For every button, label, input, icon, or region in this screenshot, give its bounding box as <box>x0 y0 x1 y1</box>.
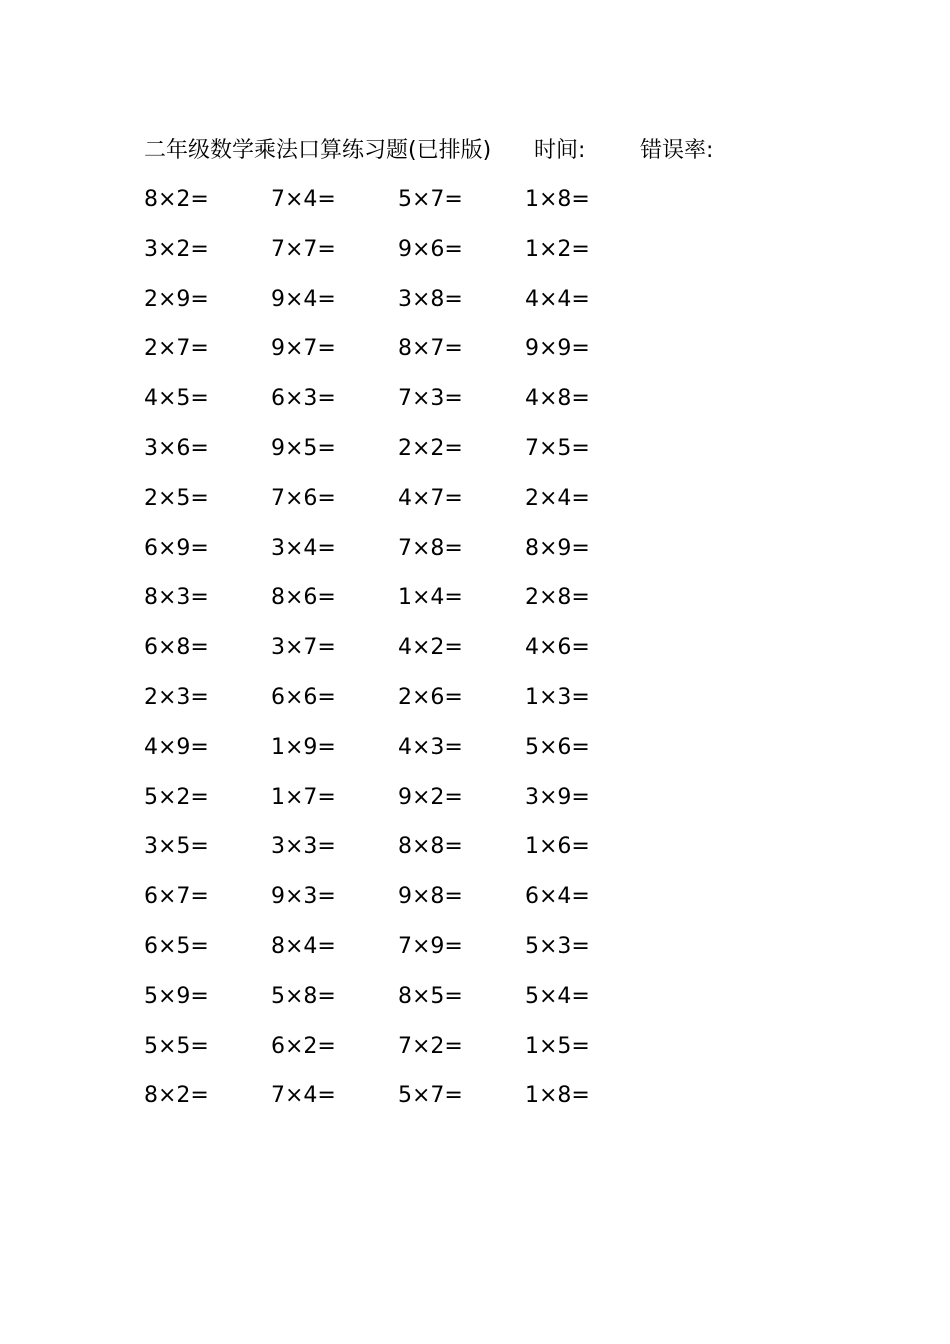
problem-item: 8×9= <box>525 535 590 561</box>
problem-item: 1×8= <box>525 187 590 212</box>
problem-item: 5×3= <box>525 933 590 959</box>
problem-item: 8×4= <box>271 933 336 959</box>
problem-row <box>144 880 664 930</box>
problem-item: 4×3= <box>398 734 463 760</box>
problem-item: 7×7= <box>271 236 336 262</box>
problem-item: 2×3= <box>144 684 209 710</box>
problem-item: 3×2= <box>144 236 209 262</box>
problem-item: 6×9= <box>144 535 209 561</box>
problem-row <box>144 233 664 283</box>
problem-item: 7×2= <box>398 1033 463 1059</box>
problem-item: 6×6= <box>271 684 336 710</box>
problem-item: 9×7= <box>271 336 336 362</box>
problem-item: 4×6= <box>525 635 590 661</box>
problem-row <box>144 1079 664 1129</box>
time-label: 时间: <box>534 138 586 163</box>
problem-item: 7×4= <box>271 1083 336 1109</box>
problem-item: 7×6= <box>271 485 336 511</box>
problem-item: 8×7= <box>398 336 463 362</box>
problem-item: 4×9= <box>144 734 209 760</box>
problem-item: 5×2= <box>144 784 209 810</box>
problem-item: 3×4= <box>271 535 336 561</box>
problem-item: 4×8= <box>525 386 590 412</box>
problem-item: 1×9= <box>271 734 336 760</box>
problem-row <box>144 731 664 781</box>
problem-item: 8×3= <box>144 585 209 611</box>
problem-item: 8×5= <box>398 983 463 1009</box>
problem-item: 2×2= <box>398 435 463 461</box>
problem-row <box>144 830 664 880</box>
problem-item: 2×8= <box>525 585 590 611</box>
problem-item: 1×5= <box>525 1033 590 1059</box>
problem-item: 9×4= <box>271 286 336 312</box>
problem-item: 6×5= <box>144 933 209 959</box>
worksheet-header <box>144 134 844 168</box>
problem-row <box>144 183 664 233</box>
problem-item: 5×6= <box>525 734 590 760</box>
problem-item: 4×7= <box>398 485 463 511</box>
problem-item: 2×6= <box>398 684 463 710</box>
problem-item: 2×5= <box>144 485 209 511</box>
problem-item: 4×4= <box>525 286 590 312</box>
problem-item: 1×4= <box>398 585 463 611</box>
problem-item: 2×9= <box>144 286 209 312</box>
problem-item: 6×8= <box>144 635 209 661</box>
problem-item: 7×8= <box>398 535 463 561</box>
problem-item: 7×5= <box>525 435 590 461</box>
problem-item: 5×8= <box>271 983 336 1009</box>
problem-item: 8×2= <box>144 187 209 212</box>
problem-row <box>144 382 664 432</box>
problem-item: 5×7= <box>398 187 463 212</box>
problem-item: 3×7= <box>271 635 336 661</box>
problem-item: 3×6= <box>144 435 209 461</box>
problem-item: 5×7= <box>398 1083 463 1109</box>
problem-item: 7×3= <box>398 386 463 412</box>
problem-row <box>144 283 664 333</box>
problem-item: 9×6= <box>398 236 463 262</box>
problem-row <box>144 930 664 980</box>
problem-item: 4×5= <box>144 386 209 412</box>
problem-item: 2×4= <box>525 485 590 511</box>
problem-item: 9×8= <box>398 884 463 910</box>
problem-item: 7×4= <box>271 187 336 212</box>
problem-item: 3×9= <box>525 784 590 810</box>
problem-item: 3×5= <box>144 834 209 860</box>
problem-row <box>144 781 664 831</box>
problem-item: 1×3= <box>525 684 590 710</box>
problem-row <box>144 581 664 631</box>
problem-row <box>144 681 664 731</box>
problem-item: 1×2= <box>525 236 590 262</box>
problem-item: 5×4= <box>525 983 590 1009</box>
problem-row <box>144 482 664 532</box>
problem-item: 9×3= <box>271 884 336 910</box>
problem-item: 5×5= <box>144 1033 209 1059</box>
problem-item: 5×9= <box>144 983 209 1009</box>
problem-row <box>144 631 664 681</box>
problem-item: 9×5= <box>271 435 336 461</box>
problem-row <box>144 332 664 382</box>
problem-row <box>144 532 664 582</box>
problem-item: 1×8= <box>525 1083 590 1109</box>
problem-item: 9×2= <box>398 784 463 810</box>
problem-item: 8×6= <box>271 585 336 611</box>
problem-grid <box>144 183 664 1129</box>
error-rate-label: 错误率: <box>640 138 714 163</box>
problem-item: 6×3= <box>271 386 336 412</box>
problem-item: 7×9= <box>398 933 463 959</box>
problem-item: 8×8= <box>398 834 463 860</box>
worksheet-title: 二年级数学乘法口算练习题(已排版) <box>144 138 492 163</box>
problem-item: 8×2= <box>144 1083 209 1109</box>
problem-row <box>144 432 664 482</box>
problem-item: 2×7= <box>144 336 209 362</box>
problem-item: 3×3= <box>271 834 336 860</box>
problem-item: 6×4= <box>525 884 590 910</box>
problem-item: 1×6= <box>525 834 590 860</box>
problem-item: 1×7= <box>271 784 336 810</box>
problem-item: 6×2= <box>271 1033 336 1059</box>
problem-row <box>144 1030 664 1080</box>
problem-item: 6×7= <box>144 884 209 910</box>
problem-item: 4×2= <box>398 635 463 661</box>
problem-item: 3×8= <box>398 286 463 312</box>
problem-item: 9×9= <box>525 336 590 362</box>
problem-row <box>144 980 664 1030</box>
